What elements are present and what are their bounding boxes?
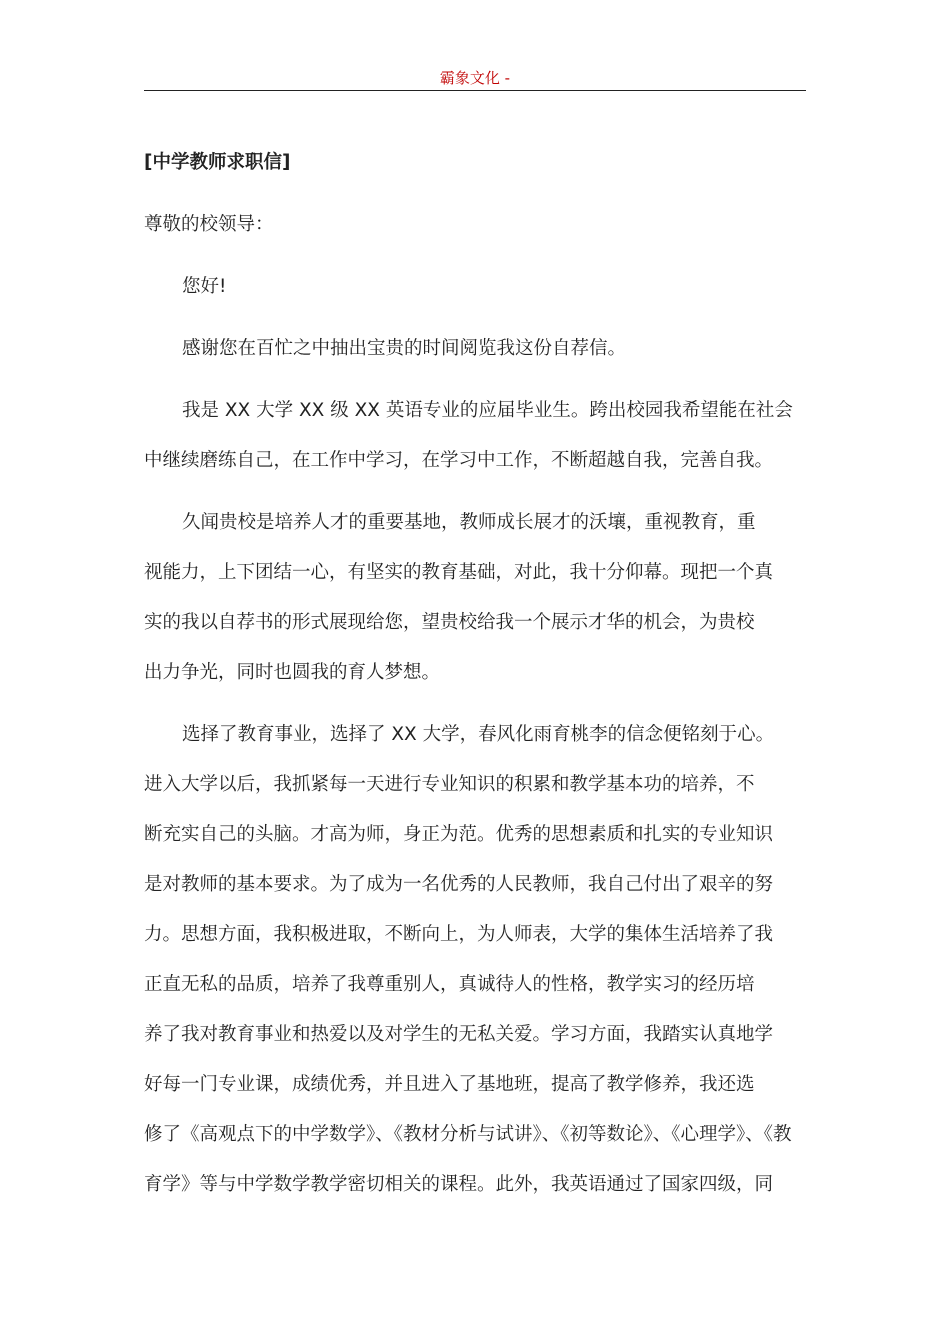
paragraph-line: 力。思想方面，我积极进取，不断向上，为人师表，大学的集体生活培养了我 bbox=[144, 924, 774, 945]
paragraph-1 bbox=[144, 324, 808, 374]
paragraph-line: 进入大学以后，我抓紧每一天进行专业知识的积累和教学基本功的培养，不 bbox=[144, 774, 755, 795]
paragraph-line: 育学》等与中学数学教学密切相关的课程。此外，我英语通过了国家四级，同 bbox=[144, 1174, 774, 1195]
paragraph-line: 是对教师的基本要求。为了成为一名优秀的人民教师，我自己付出了艰辛的努 bbox=[144, 874, 774, 895]
document-body bbox=[144, 138, 808, 1210]
page-header bbox=[144, 66, 806, 91]
paragraph-line: 养了我对教育事业和热爱以及对学生的无私关爱。学习方面，我踏实认真地学 bbox=[144, 1024, 774, 1045]
salutation: 尊敬的校领导： bbox=[144, 214, 274, 235]
paragraph-4 bbox=[144, 710, 808, 1210]
paragraph-line: 断充实自己的头脑。才高为师，身正为范。优秀的思想素质和扎实的专业知识 bbox=[144, 824, 774, 845]
paragraph-line: 视能力，上下团结一心，有坚实的教育基础，对此，我十分仰幕。现把一个真 bbox=[144, 562, 774, 583]
paragraph-line: 感谢您在百忙之中抽出宝贵的时间阅览我这份自荐信。 bbox=[182, 338, 627, 359]
header-watermark-text: 霸象文化 - bbox=[439, 69, 511, 87]
document-title: [中学教师求职信] bbox=[144, 152, 291, 173]
paragraph-2 bbox=[144, 386, 808, 486]
paragraph-line: 出力争光，同时也圆我的育人梦想。 bbox=[144, 662, 441, 683]
paragraph-3 bbox=[144, 498, 808, 698]
paragraph-line: 好每一门专业课，成绩优秀，并且进入了基地班，提高了教学修养，我还选 bbox=[144, 1074, 755, 1095]
paragraph-line: 选择了教育事业，选择了 XX 大学，春风化雨育桃李的信念便铭刻于心。 bbox=[182, 724, 775, 745]
paragraph-line: 中继续磨练自己，在工作中学习，在学习中工作，不断超越自我，完善自我。 bbox=[144, 450, 774, 471]
paragraph-line: 正直无私的品质，培养了我尊重别人，真诚待人的性格，教学实习的经历培 bbox=[144, 974, 755, 995]
greeting: 您好! bbox=[182, 276, 227, 297]
paragraph-line: 修了《高观点下的中学数学》、《教材分析与试讲》、《初等数论》、《心理学》、《教 bbox=[144, 1124, 792, 1145]
paragraph-line: 久闻贵校是培养人才的重要基地，教师成长展才的沃壤，重视教育，重 bbox=[182, 512, 756, 533]
paragraph-line: 我是 XX 大学 XX 级 XX 英语专业的应届毕业生。跨出校园我希望能在社会 bbox=[182, 400, 793, 421]
paragraph-line: 实的我以自荐书的形式展现给您，望贵校给我一个展示才华的机会，为贵校 bbox=[144, 612, 755, 633]
